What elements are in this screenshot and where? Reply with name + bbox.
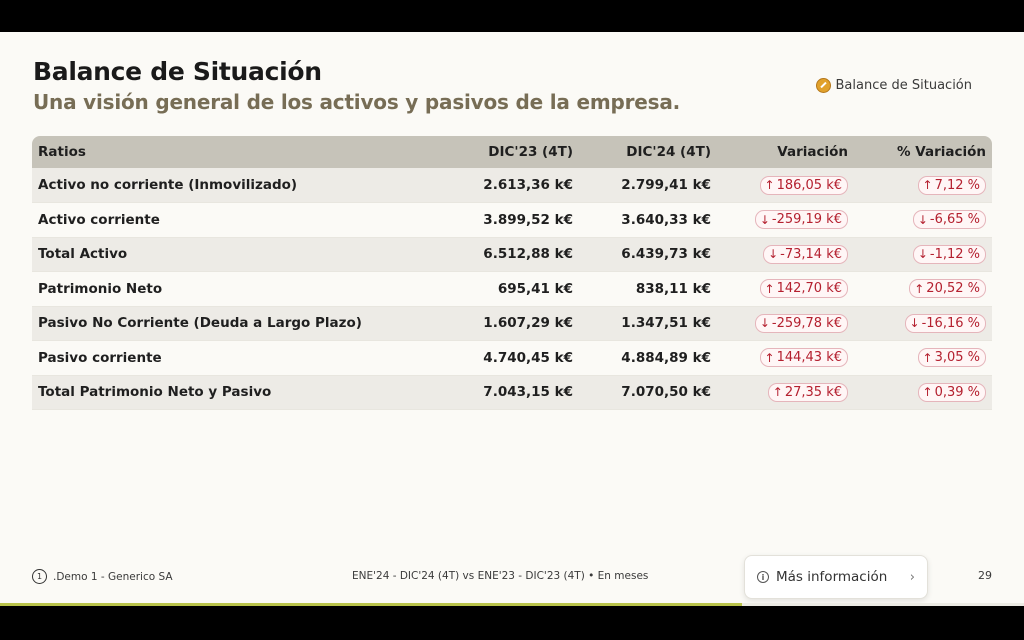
footer-period: ENE'24 - DIC'24 (4T) vs ENE'23 - DIC'23 (4T) • En meses [352,570,649,582]
balance-table [32,136,992,410]
pct-variation-value: 20,52 % [926,281,980,297]
variation-cell [717,341,854,376]
row-label: Activo no corriente (Inmovilizado) [32,168,437,203]
value-dic24: 7.070,50 k€ [579,375,717,410]
variation-value: -259,78 k€ [771,315,842,331]
table-header-row [32,136,992,168]
arrow-up-icon: ↑ [914,281,925,296]
variation-cell [717,306,854,341]
variation-cell [717,375,854,410]
pct-variation-badge [918,176,987,195]
value-dic24: 2.799,41 k€ [579,168,717,203]
value-dic24: 3.640,33 k€ [579,203,717,238]
row-label: Total Activo [32,237,437,272]
value-dic23: 7.043,15 k€ [437,375,579,410]
variation-value: 27,35 k€ [784,384,842,400]
table-row [32,203,992,238]
pct-variation-badge [913,210,986,229]
pct-variation-value: -6,65 % [929,212,980,228]
arrow-up-icon: ↑ [772,385,783,400]
pct-variation-value: 3,05 % [934,350,980,366]
arrow-down-icon: ↓ [759,316,770,331]
value-dic24: 838,11 k€ [579,272,717,307]
arrow-up-icon: ↑ [922,385,933,400]
slide [0,32,1024,606]
variation-cell [717,237,854,272]
more-info-button[interactable] [744,555,928,599]
pct-variation-cell [854,203,992,238]
value-dic24: 6.439,73 k€ [579,237,717,272]
table-row [32,237,992,272]
pct-variation-cell [854,168,992,203]
pct-variation-value: -16,16 % [921,315,980,331]
page-subtitle: Una visión general de los activos y pasivos de la empresa. [33,90,681,114]
variation-badge [763,245,848,264]
pct-variation-cell [854,237,992,272]
pct-variation-badge [905,314,986,333]
section-tag [816,78,972,93]
row-label: Pasivo corriente [32,341,437,376]
value-dic24: 1.347,51 k€ [579,306,717,341]
table-row [32,375,992,410]
pct-variation-badge [909,279,986,298]
chevron-right-icon: › [909,569,915,585]
table-row [32,341,992,376]
column-header-dic23: DIC'23 (4T) [488,144,573,160]
value-dic23: 4.740,45 k€ [437,341,579,376]
variation-value: -259,19 k€ [771,212,842,228]
arrow-down-icon: ↓ [768,247,779,262]
pct-variation-badge [918,383,987,402]
arrow-up-icon: ↑ [922,350,933,365]
arrow-up-icon: ↑ [764,178,775,192]
variation-cell [717,272,854,307]
table-row [32,168,992,203]
variation-value: 144,43 k€ [776,350,842,366]
page-title: Balance de Situación [33,57,322,86]
row-label: Total Patrimonio Neto y Pasivo [32,375,437,410]
value-dic23: 3.899,52 k€ [437,203,579,238]
variation-value: 186,05 k€ [776,177,842,193]
pct-variation-value: -1,12 % [929,246,980,262]
arrow-down-icon: ↓ [917,247,928,262]
variation-badge [755,210,848,229]
compass-icon [816,78,831,93]
column-header-variacion: Variación [777,144,848,160]
value-dic23: 6.512,88 k€ [437,237,579,272]
variation-badge [760,279,848,298]
arrow-down-icon: ↓ [759,212,770,227]
pct-variation-value: 0,39 % [934,384,980,400]
company-name: .Demo 1 - Generico SA [53,570,173,583]
pct-variation-badge [913,245,986,264]
arrow-up-icon: ↑ [922,178,933,192]
variation-badge [755,314,848,333]
footer-company [32,569,173,584]
table-row [32,272,992,307]
section-tag-label: Balance de Situación [835,78,972,93]
table-row [32,306,992,341]
bottom-bar [0,606,1024,640]
info-icon: i [757,571,769,583]
more-info-label: Más información [776,569,888,585]
column-header-pct-variacion: % Variación [897,144,986,160]
variation-badge [760,348,848,367]
pct-variation-cell [854,272,992,307]
variation-badge [760,176,848,195]
row-label: Activo corriente [32,203,437,238]
value-dic23: 2.613,36 k€ [437,168,579,203]
page-number: 29 [978,569,992,582]
arrow-up-icon: ↑ [764,350,775,365]
variation-cell [717,168,854,203]
value-dic23: 1.607,29 k€ [437,306,579,341]
variation-value: -73,14 k€ [780,246,842,262]
variation-badge [768,383,848,402]
pct-variation-cell [854,375,992,410]
value-dic23: 695,41 k€ [437,272,579,307]
value-dic24: 4.884,89 k€ [579,341,717,376]
pct-variation-cell [854,306,992,341]
company-logo-icon: 1 [32,569,47,584]
arrow-down-icon: ↓ [917,212,928,227]
variation-value: 142,70 k€ [776,281,842,297]
column-header-dic24: DIC'24 (4T) [626,144,711,160]
column-header-ratios: Ratios [38,144,86,160]
pct-variation-cell [854,341,992,376]
arrow-up-icon: ↑ [764,281,775,296]
variation-cell [717,203,854,238]
row-label: Patrimonio Neto [32,272,437,307]
pct-variation-value: 7,12 % [934,177,980,193]
pct-variation-badge [918,348,987,367]
row-label: Pasivo No Corriente (Deuda a Largo Plazo) [32,306,437,341]
arrow-down-icon: ↓ [909,316,920,331]
